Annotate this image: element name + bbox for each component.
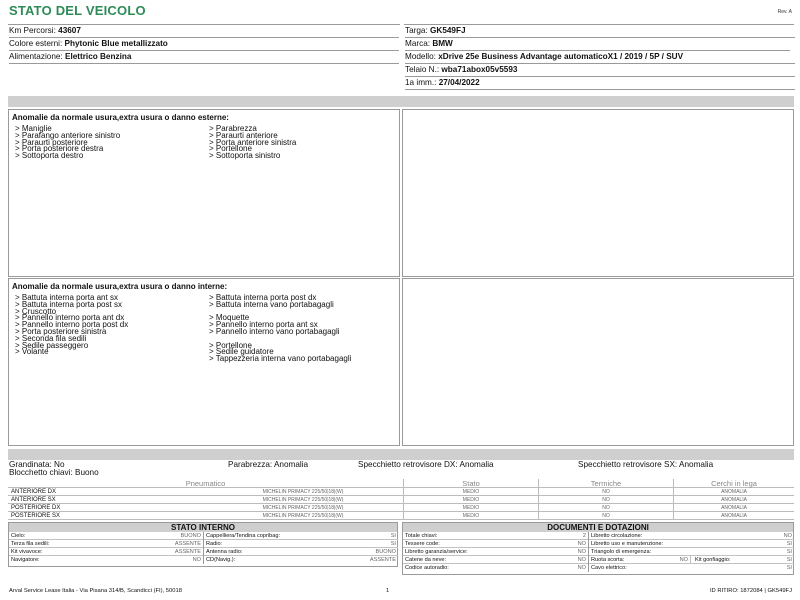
tyre-rims: ANOMALIA bbox=[673, 504, 794, 512]
doc-key: Libretto circolazione: bbox=[591, 533, 643, 539]
status-value: BUONO bbox=[180, 533, 201, 539]
doc-key: Tessere code: bbox=[405, 541, 440, 547]
tyre-position: ANTERIORE DX bbox=[8, 488, 203, 496]
status-key: Cappelliera/Tendina copribag: bbox=[206, 533, 281, 539]
doc-value: NO bbox=[577, 549, 586, 555]
inflation-kit-cell bbox=[693, 556, 794, 563]
doc-key: Ruota scorta: bbox=[591, 557, 625, 563]
doc-value: NO bbox=[783, 533, 792, 539]
spare-wheel-cell bbox=[589, 556, 691, 563]
tyre-winter: NO bbox=[538, 488, 673, 496]
doc-row bbox=[403, 540, 588, 548]
brand-value: BMW bbox=[432, 39, 453, 48]
damage-item: > Parafango anteriore sinistro bbox=[15, 130, 121, 140]
tyre-winter: NO bbox=[538, 512, 673, 520]
damage-item: > Volante bbox=[15, 347, 49, 357]
tyre-winter: NO bbox=[538, 496, 673, 504]
doc-key: Libretto uso e manutenzione: bbox=[591, 541, 664, 547]
tyre-rims: ANOMALIA bbox=[673, 488, 794, 496]
color-row bbox=[9, 37, 399, 50]
doc-value: NO bbox=[577, 541, 586, 547]
tyre-winter: NO bbox=[538, 504, 673, 512]
damage-item: > Maniglie bbox=[15, 124, 52, 133]
status-row bbox=[204, 556, 398, 564]
external-damage-list-2 bbox=[209, 126, 296, 160]
table-row bbox=[8, 488, 794, 496]
damage-item: > Pannello interno porta ant dx bbox=[15, 313, 125, 323]
registration-value: 27/04/2022 bbox=[438, 77, 480, 87]
tyre-position: POSTERIORE SX bbox=[8, 512, 203, 520]
km-value: 43607 bbox=[58, 26, 81, 35]
doc-row bbox=[403, 532, 588, 540]
interior-status-left bbox=[9, 532, 204, 564]
damage-item: > Sottoporta destro bbox=[15, 151, 84, 161]
doc-row bbox=[403, 556, 588, 564]
model-value: xDrive 25e Business Advantage automaticoX1 / 2019 / 5P / SUV bbox=[438, 52, 684, 61]
internal-damage-list-2 bbox=[209, 295, 379, 370]
km-label: Km Percorsi: bbox=[9, 26, 56, 35]
plate-row bbox=[405, 25, 795, 37]
documents-right bbox=[589, 532, 794, 572]
status-key: Radio: bbox=[206, 541, 223, 547]
doc-value: NO bbox=[679, 557, 688, 563]
status-value: ASSENTE bbox=[174, 549, 201, 555]
mirror-dx-status: Specchietto retrovisore DX: Anomalia bbox=[358, 460, 494, 469]
internal-damage-panel bbox=[8, 278, 400, 446]
doc-row bbox=[403, 564, 588, 572]
status-key: Navigatore: bbox=[11, 557, 40, 563]
damage-item: > Moquette bbox=[209, 313, 250, 323]
rims-header: Cerchi in lega bbox=[673, 479, 794, 488]
fuel-value: Elettrico Benzina bbox=[64, 52, 132, 61]
external-damage-title: Anomalie da normale usura,extra usura o danno esterne: bbox=[12, 113, 229, 122]
footer-address: Arval Service Lease Italia - Via Pisana 314/B, Scandicci (FI), 50018 bbox=[9, 588, 182, 594]
page-title: STATO DEL VEICOLO bbox=[9, 3, 146, 18]
internal-photo-area bbox=[402, 278, 794, 446]
doc-row bbox=[589, 532, 794, 540]
doc-row bbox=[589, 548, 794, 556]
plate-label: Targa: bbox=[405, 26, 428, 35]
footer-page-number: 1 bbox=[386, 588, 390, 594]
vehicle-info-right bbox=[405, 25, 795, 90]
doc-value: SI bbox=[786, 541, 792, 547]
doc-row bbox=[589, 564, 794, 572]
documents-title: DOCUMENTI E DOTAZIONI bbox=[403, 523, 793, 532]
damage-item: > Porta posteriore sinistra bbox=[15, 326, 107, 336]
key-block-status: Blocchetto chiavi: Buono bbox=[9, 468, 99, 477]
doc-value: SI bbox=[786, 549, 792, 555]
section-band bbox=[8, 449, 794, 460]
tyre-model: MICHELIN PRIMACY 225/50|18|(W) bbox=[203, 512, 403, 520]
status-key: Antenna radio: bbox=[206, 549, 243, 555]
vehicle-info-left bbox=[9, 25, 399, 64]
tyre-model: MICHELIN PRIMACY 225/50|18|(W) bbox=[203, 496, 403, 504]
tyre-state: MEDIO bbox=[403, 512, 538, 520]
tyre-state: MEDIO bbox=[403, 504, 538, 512]
interior-status-box bbox=[8, 522, 398, 567]
status-row bbox=[9, 548, 203, 556]
mirror-sx-status: Specchietto retrovisore SX: Anomalia bbox=[578, 460, 714, 469]
section-band bbox=[8, 96, 794, 107]
windshield-status: Parabrezza: Anomalia bbox=[228, 460, 309, 469]
doc-value: SI bbox=[786, 565, 792, 571]
footer-id: ID RITIRO: 1872084 | GK549FJ bbox=[709, 588, 792, 594]
doc-key: Cavo elettrico: bbox=[591, 565, 627, 571]
internal-damage-title: Anomalie da normale usura,extra usura o danno interne: bbox=[12, 282, 228, 291]
status-row bbox=[204, 540, 398, 548]
damage-item: > Battuta interna porta ant sx bbox=[15, 293, 118, 302]
km-row bbox=[9, 25, 399, 37]
interior-status-right bbox=[204, 532, 398, 564]
status-key: Terza fila sedili: bbox=[11, 541, 50, 547]
damage-item: > Battuta interna porta post sx bbox=[15, 299, 122, 309]
status-value: BUONO bbox=[375, 549, 396, 555]
model-label: Modello: bbox=[405, 52, 436, 61]
damage-item: > Seconda fila sedili bbox=[15, 333, 87, 343]
plate-value: GK549FJ bbox=[430, 26, 466, 35]
damage-item: > Portellone bbox=[209, 144, 252, 154]
revision-label: Rev. A bbox=[777, 9, 792, 15]
doc-row bbox=[589, 556, 794, 564]
fuel-row bbox=[9, 50, 399, 64]
tyres-table bbox=[8, 479, 794, 520]
brand-row bbox=[405, 37, 795, 50]
damage-item: > Paraurti anteriore bbox=[209, 130, 278, 140]
damage-item: > Pannello interno porta ant sx bbox=[209, 320, 318, 330]
external-damage-panel bbox=[8, 109, 400, 277]
doc-row bbox=[589, 540, 794, 548]
doc-key: Triangolo di emergenza: bbox=[591, 549, 652, 555]
damage-item: > Pannello interno porta post dx bbox=[15, 320, 129, 330]
doc-key: Codice autoradio: bbox=[405, 565, 449, 571]
tyre-rims: ANOMALIA bbox=[673, 496, 794, 504]
tyre-model: MICHELIN PRIMACY 225/50|18|(W) bbox=[203, 488, 403, 496]
documents-box bbox=[402, 522, 794, 575]
documents-left bbox=[403, 532, 589, 572]
state-header: Stato bbox=[403, 479, 538, 488]
doc-value: 2 bbox=[582, 533, 586, 539]
table-row bbox=[8, 496, 794, 504]
internal-damage-list-1 bbox=[15, 295, 128, 356]
status-row bbox=[9, 540, 203, 548]
brand-label: Marca: bbox=[405, 39, 431, 48]
tyre-state: MEDIO bbox=[403, 488, 538, 496]
chassis-row bbox=[405, 63, 795, 76]
damage-item: > Porta anteriore sinistra bbox=[209, 137, 297, 147]
doc-value: SI bbox=[786, 557, 792, 563]
tyre-model: MICHELIN PRIMACY 225/50|18|(W) bbox=[203, 504, 403, 512]
doc-value: NO bbox=[577, 557, 586, 563]
damage-item: > Portellone bbox=[209, 340, 252, 350]
interior-status-title: STATO INTERNO bbox=[9, 523, 397, 532]
status-row bbox=[204, 532, 398, 540]
status-value: NO bbox=[192, 557, 201, 563]
status-key: Kit vivavoce: bbox=[11, 549, 43, 555]
damage-item: > Paraurti posteriore bbox=[15, 137, 88, 147]
status-value: SI bbox=[390, 533, 396, 539]
doc-value: NO bbox=[577, 565, 586, 571]
doc-row bbox=[403, 548, 588, 556]
hail-status: Grandinata: No bbox=[9, 460, 65, 469]
status-key: CD(Navig.): bbox=[206, 557, 236, 563]
model-row bbox=[405, 50, 790, 63]
chassis-label: Telaio N.: bbox=[405, 64, 440, 74]
status-value: SI bbox=[390, 541, 396, 547]
status-row bbox=[9, 556, 203, 564]
damage-item: > Parabrezza bbox=[209, 124, 257, 133]
damage-item: > Cruscotto bbox=[15, 306, 57, 316]
doc-key: Catene da neve: bbox=[405, 557, 447, 563]
tyre-rows bbox=[8, 488, 794, 520]
tyre-position: ANTERIORE SX bbox=[8, 496, 203, 504]
doc-key: Libretto garanzia/service: bbox=[405, 549, 468, 555]
status-key: Cielo: bbox=[11, 533, 26, 539]
tyre-header: Pneumatico bbox=[8, 479, 403, 488]
registration-label: 1a imm.: bbox=[405, 77, 437, 87]
table-row bbox=[8, 504, 794, 512]
color-value: Phytonic Blue metallizzato bbox=[64, 39, 168, 48]
damage-item: > Sottoporta sinistro bbox=[209, 151, 281, 161]
chassis-value: wba71abox05v5593 bbox=[441, 64, 518, 74]
winter-header: Termiche bbox=[538, 479, 673, 488]
damage-item: > Porta posteriore destra bbox=[15, 144, 104, 154]
status-row bbox=[204, 548, 398, 556]
doc-key: Totale chiavi: bbox=[405, 533, 438, 539]
damage-item: > Sedile passeggero bbox=[15, 340, 89, 350]
table-row bbox=[8, 512, 794, 520]
status-value: ASSENTE bbox=[174, 541, 201, 547]
damage-item: > Sedile guidatore bbox=[209, 347, 274, 357]
external-damage-list-1 bbox=[15, 126, 120, 160]
tyre-state: MEDIO bbox=[403, 496, 538, 504]
status-value: ASSENTE bbox=[369, 557, 396, 563]
status-row bbox=[9, 532, 203, 540]
registration-row bbox=[405, 76, 795, 90]
color-label: Colore esterni: bbox=[9, 39, 63, 48]
damage-item: > Battuta interna vano portabagagli bbox=[209, 299, 334, 309]
fuel-label: Alimentazione: bbox=[9, 52, 63, 61]
tyre-position: POSTERIORE DX bbox=[8, 504, 203, 512]
doc-key: Kit gonfiaggio: bbox=[695, 557, 731, 563]
tyre-rims: ANOMALIA bbox=[673, 512, 794, 520]
damage-item: > Tappezzeria interna vano portabagagli bbox=[209, 354, 352, 364]
damage-item: > Battuta interna porta post dx bbox=[209, 293, 317, 302]
external-photo-area bbox=[402, 109, 794, 277]
damage-item: > Pannello interno vano portabagagli bbox=[209, 326, 340, 336]
